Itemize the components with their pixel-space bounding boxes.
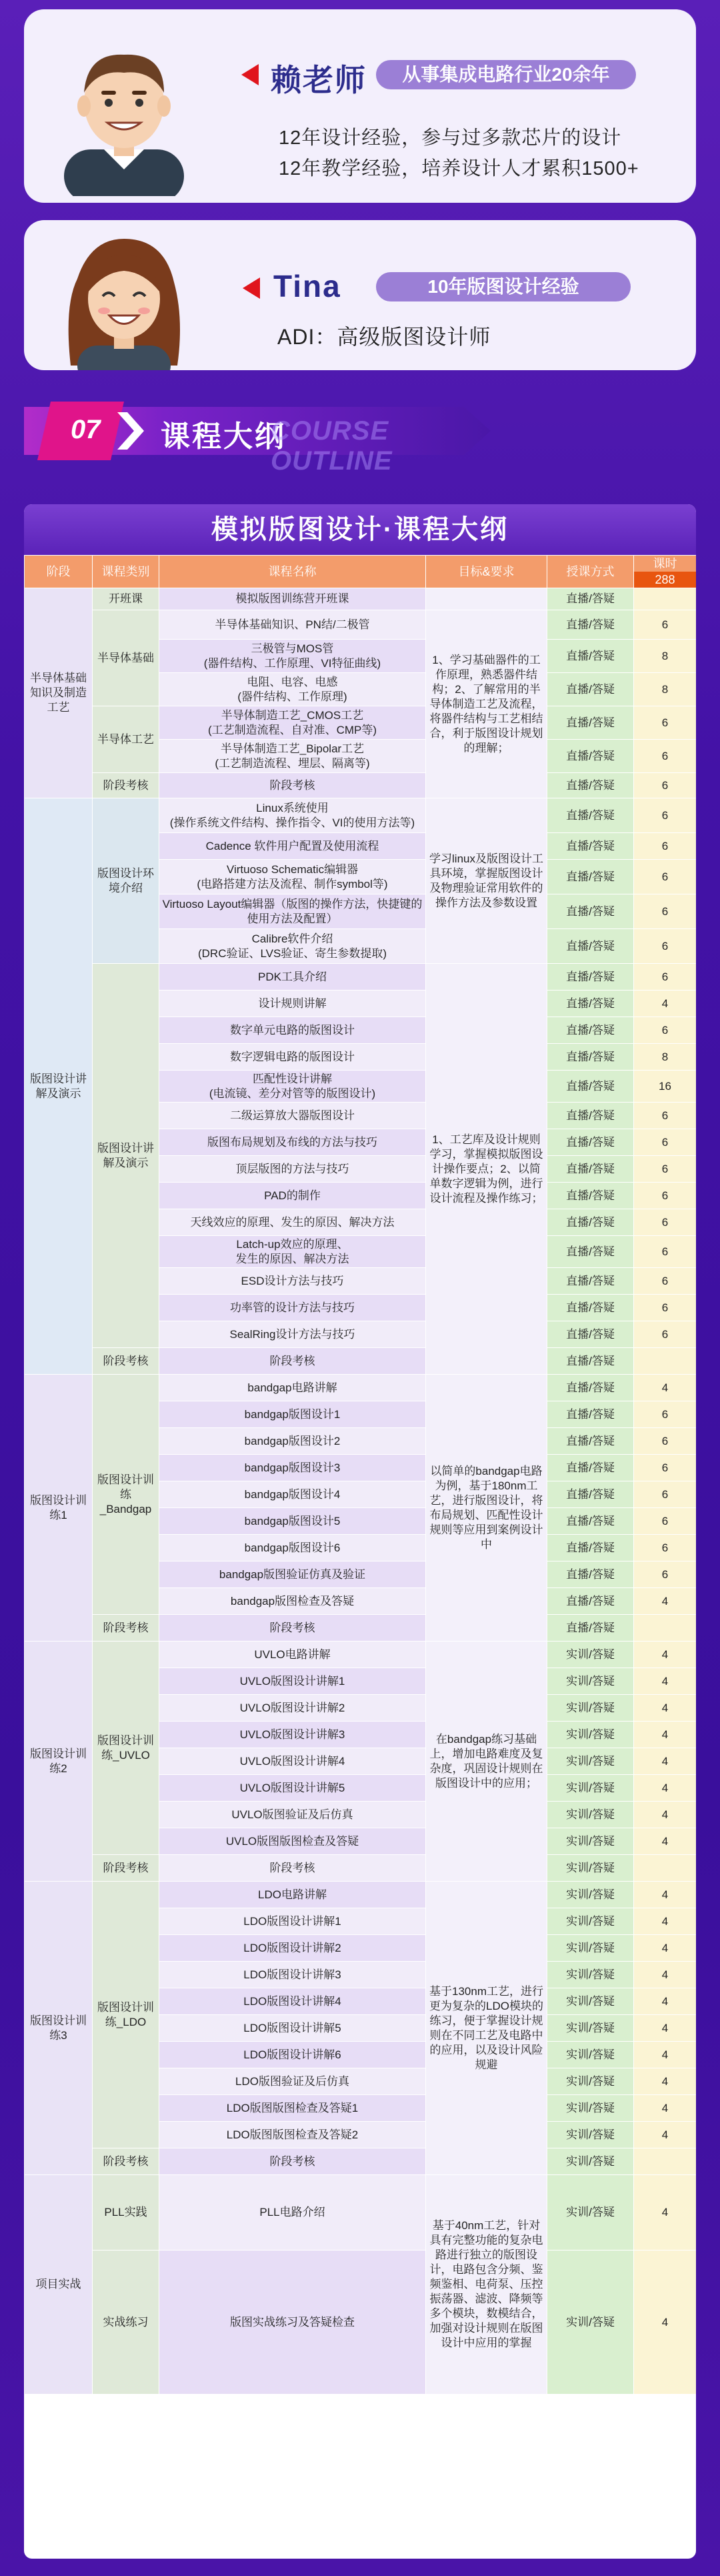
course-name-cell: 数字逻辑电路的版图设计 xyxy=(159,1044,426,1071)
hours-cell: 4 xyxy=(634,1695,697,1722)
hours-cell: 6 xyxy=(634,1129,697,1156)
course-name-cell: LDO版图设计讲解5 xyxy=(159,2015,426,2042)
method-cell: 直播/答疑 xyxy=(547,773,634,798)
course-name-cell: 阶段考核 xyxy=(159,1855,426,1882)
method-cell: 实训/答疑 xyxy=(547,1908,634,1935)
course-name-cell: Linux系统使用 (操作系统文件结构、操作指令、VI的使用方法等) xyxy=(159,798,426,833)
method-cell: 直播/答疑 xyxy=(547,673,634,706)
course-name-cell: LDO电路讲解 xyxy=(159,1882,426,1908)
category-cell: 版图设计讲解及演示 xyxy=(93,964,159,1348)
method-cell: 实训/答疑 xyxy=(547,1802,634,1828)
course-name-cell: UVLO版图设计讲解1 xyxy=(159,1668,426,1695)
hours-cell: 6 xyxy=(634,798,697,833)
hours-cell xyxy=(634,2148,697,2175)
category-cell: 阶段考核 xyxy=(93,773,159,798)
course-name-cell: LDO版图设计讲解6 xyxy=(159,2042,426,2068)
section-title: 课程大纲 xyxy=(161,420,286,453)
hours-cell: 6 xyxy=(634,740,697,773)
hours-cell: 4 xyxy=(634,2175,697,2250)
teacher-desc-1: 12年设计经验，参与过多款芯片的设计 xyxy=(279,127,622,149)
method-cell: 直播/答疑 xyxy=(547,833,634,860)
syllabus-grid xyxy=(24,555,696,2395)
section-subtitle: COURSE OUTLINE xyxy=(271,416,393,476)
method-cell: 直播/答疑 xyxy=(547,1375,634,1401)
category-cell: 版图设计训练_UVLO xyxy=(93,1642,159,1855)
hours-cell: 4 xyxy=(634,2042,697,2068)
hours-cell: 6 xyxy=(634,1183,697,1209)
section-number: 07 xyxy=(71,415,101,444)
method-cell: 实训/答疑 xyxy=(547,2015,634,2042)
teacher-tag: 从事集成电路行业20余年 xyxy=(376,60,636,89)
category-cell: 阶段考核 xyxy=(93,1615,159,1642)
teacher-desc-3: ADI：高级版图设计师 xyxy=(277,325,491,349)
hours-cell: 4 xyxy=(634,1775,697,1802)
header-method: 授课方式 xyxy=(547,556,634,588)
method-cell: 实训/答疑 xyxy=(547,1988,634,2015)
hours-cell: 6 xyxy=(634,773,697,798)
hours-cell: 4 xyxy=(634,1375,697,1401)
method-cell: 实训/答疑 xyxy=(547,1962,634,1988)
course-name-cell: 模拟版图训练营开班课 xyxy=(159,588,426,610)
table-row xyxy=(25,610,697,640)
method-cell: 实训/答疑 xyxy=(547,2068,634,2095)
hours-cell: 6 xyxy=(634,1401,697,1428)
method-cell: 直播/答疑 xyxy=(547,929,634,964)
hours-cell: 6 xyxy=(634,833,697,860)
teacher-card-1 xyxy=(24,9,696,203)
method-cell: 直播/答疑 xyxy=(547,1321,634,1348)
method-cell: 直播/答疑 xyxy=(547,610,634,640)
course-name-cell: UVLO版图设计讲解5 xyxy=(159,1775,426,1802)
table-row xyxy=(25,2250,697,2395)
method-cell: 直播/答疑 xyxy=(547,1044,634,1071)
table-row xyxy=(25,1615,697,1642)
stage-cell: 半导体基础知识及制造工艺 xyxy=(25,588,93,798)
course-name-cell: bandgap版图验证仿真及验证 xyxy=(159,1561,426,1588)
course-name-cell: PAD的制作 xyxy=(159,1183,426,1209)
course-name-cell: LDO版图验证及后仿真 xyxy=(159,2068,426,2095)
hours-cell: 4 xyxy=(634,2015,697,2042)
teacher-name-2: Tina xyxy=(273,269,341,303)
table-row xyxy=(25,1348,697,1375)
goal-cell: 基于130nm工艺，进行更为复杂的LDO模块的练习，便于掌握设计规则在不同工艺及电路中的应用，以及设计风险规避 xyxy=(426,1882,547,2175)
hours-cell: 6 xyxy=(634,1103,697,1129)
table-row xyxy=(25,798,697,833)
hours-cell: 6 xyxy=(634,1209,697,1236)
method-cell: 直播/答疑 xyxy=(547,1017,634,1044)
method-cell: 实训/答疑 xyxy=(547,2175,634,2250)
course-name-cell: Virtuoso Schematic编辑器 (电路搭建方法及流程、制作symbol等) xyxy=(159,860,426,894)
course-name-cell: UVLO版图版图检查及答疑 xyxy=(159,1828,426,1855)
syllabus-table xyxy=(24,504,696,2559)
hours-cell: 4 xyxy=(634,1668,697,1695)
hours-cell: 6 xyxy=(634,1017,697,1044)
goal-cell: 以简单的bandgap电路为例，基于180nm工艺，进行版图设计，将布局规划、匹配性设计规则等应用到案例设计中 xyxy=(426,1375,547,1642)
category-cell: 实战练习 xyxy=(93,2250,159,2395)
course-name-cell: UVLO电路讲解 xyxy=(159,1642,426,1668)
method-cell: 直播/答疑 xyxy=(547,1156,634,1183)
course-name-cell: 三极管与MOS管 (器件结构、工作原理、VI特征曲线) xyxy=(159,640,426,673)
course-name-cell: Calibre软件介绍 (DRC验证、LVS验证、寄生参数提取) xyxy=(159,929,426,964)
hours-cell xyxy=(634,588,697,610)
table-row xyxy=(25,1642,697,1668)
course-name-cell: LDO版图设计讲解4 xyxy=(159,1988,426,2015)
method-cell: 直播/答疑 xyxy=(547,1401,634,1428)
pointer-arrow-icon xyxy=(241,64,259,85)
category-cell: PLL实践 xyxy=(93,2175,159,2250)
hours-cell: 6 xyxy=(634,929,697,964)
method-cell: 直播/答疑 xyxy=(547,1428,634,1455)
category-cell: 版图设计训练_LDO xyxy=(93,1882,159,2148)
method-cell: 实训/答疑 xyxy=(547,1882,634,1908)
course-name-cell: Virtuoso Layout编辑器（版图的操作方法，快捷键的使用方法及配置） xyxy=(159,894,426,929)
course-name-cell: bandgap版图设计5 xyxy=(159,1508,426,1535)
hours-cell: 6 xyxy=(634,1561,697,1588)
category-cell: 阶段考核 xyxy=(93,1348,159,1375)
method-cell: 直播/答疑 xyxy=(547,640,634,673)
course-name-cell: UVLO版图验证及后仿真 xyxy=(159,1802,426,1828)
course-name-cell: bandgap版图设计1 xyxy=(159,1401,426,1428)
course-name-cell: PLL电路介绍 xyxy=(159,2175,426,2250)
table-row xyxy=(25,2148,697,2175)
course-name-cell: bandgap版图检查及答疑 xyxy=(159,1588,426,1615)
hours-cell: 4 xyxy=(634,2250,697,2395)
method-cell: 实训/答疑 xyxy=(547,2042,634,2068)
method-cell: 直播/答疑 xyxy=(547,1615,634,1642)
course-name-cell: 半导体制造工艺_CMOS工艺 (工艺制造流程、自对准、CMP等) xyxy=(159,706,426,740)
method-cell: 实训/答疑 xyxy=(547,1935,634,1962)
method-cell: 直播/答疑 xyxy=(547,964,634,991)
hours-cell: 6 xyxy=(634,1535,697,1561)
course-name-cell: 功率管的设计方法与技巧 xyxy=(159,1295,426,1321)
method-cell: 直播/答疑 xyxy=(547,1183,634,1209)
header-goal: 目标&要求 xyxy=(426,556,547,588)
hours-cell: 4 xyxy=(634,2122,697,2148)
hours-cell: 4 xyxy=(634,1988,697,2015)
method-cell: 直播/答疑 xyxy=(547,1268,634,1295)
goal-cell: 学习linux及版图设计工具环境，掌握版图设计及物理验证常用软件的操作方法及参数设置 xyxy=(426,798,547,964)
hours-cell: 8 xyxy=(634,1044,697,1071)
table-row xyxy=(25,2175,697,2250)
method-cell: 直播/答疑 xyxy=(547,1209,634,1236)
category-cell: 版图设计环境介绍 xyxy=(93,798,159,964)
method-cell: 直播/答疑 xyxy=(547,1348,634,1375)
course-name-cell: 二级运算放大器版图设计 xyxy=(159,1103,426,1129)
stage-cell: 版图设计训练1 xyxy=(25,1375,93,1642)
goal-cell xyxy=(426,588,547,610)
course-name-cell: LDO版图版图检查及答疑1 xyxy=(159,2095,426,2122)
method-cell: 实训/答疑 xyxy=(547,1695,634,1722)
pointer-arrow-icon-2 xyxy=(243,277,260,299)
hours-cell: 4 xyxy=(634,1642,697,1668)
method-cell: 实训/答疑 xyxy=(547,1855,634,1882)
hours-cell: 4 xyxy=(634,1962,697,1988)
course-name-cell: 阶段考核 xyxy=(159,1615,426,1642)
method-cell: 直播/答疑 xyxy=(547,860,634,894)
method-cell: 实训/答疑 xyxy=(547,1668,634,1695)
category-cell: 半导体基础 xyxy=(93,610,159,706)
method-cell: 直播/答疑 xyxy=(547,1071,634,1103)
header-category: 课程类别 xyxy=(93,556,159,588)
total-hours: 288 xyxy=(634,572,696,588)
course-name-cell: bandgap版图设计6 xyxy=(159,1535,426,1561)
method-cell: 实训/答疑 xyxy=(547,2122,634,2148)
course-name-cell: LDO版图设计讲解1 xyxy=(159,1908,426,1935)
hours-cell: 6 xyxy=(634,1508,697,1535)
method-cell: 直播/答疑 xyxy=(547,740,634,773)
header-hours xyxy=(634,556,697,588)
hours-cell: 6 xyxy=(634,706,697,740)
hours-cell: 6 xyxy=(634,964,697,991)
table-row xyxy=(25,706,697,740)
hours-cell xyxy=(634,1615,697,1642)
table-row xyxy=(25,1882,697,1908)
hours-cell: 4 xyxy=(634,1828,697,1855)
hours-cell: 4 xyxy=(634,1588,697,1615)
hours-cell xyxy=(634,1348,697,1375)
method-cell: 直播/答疑 xyxy=(547,1129,634,1156)
course-name-cell: 阶段考核 xyxy=(159,1348,426,1375)
course-name-cell: Cadence 软件用户配置及使用流程 xyxy=(159,833,426,860)
hours-cell: 6 xyxy=(634,1428,697,1455)
male-avatar-icon xyxy=(51,36,197,196)
hours-cell: 6 xyxy=(634,1236,697,1268)
method-cell: 实训/答疑 xyxy=(547,1828,634,1855)
category-cell: 开班课 xyxy=(93,588,159,610)
stage-cell: 版图设计训练2 xyxy=(25,1642,93,1882)
course-name-cell: 半导体基础知识、PN结/二极管 xyxy=(159,610,426,640)
header-stage: 阶段 xyxy=(25,556,93,588)
hours-cell: 6 xyxy=(634,1295,697,1321)
hours-cell: 6 xyxy=(634,1455,697,1481)
hours-cell: 6 xyxy=(634,894,697,929)
course-name-cell: LDO版图设计讲解3 xyxy=(159,1962,426,1988)
course-name-cell: 阶段考核 xyxy=(159,773,426,798)
teacher-desc-2: 12年教学经验，培养设计人才累积1500+ xyxy=(279,158,639,179)
course-name-cell: PDK工具介绍 xyxy=(159,964,426,991)
goal-cell: 基于40nm工艺，针对具有完整功能的复杂电路进行独立的版图设计，电路包含分频、鉴频鉴相、电荷泵、压控振荡器、滤波、降频等多个模块，数模结合，加强对设计规则在版图设计中应用的掌握 xyxy=(426,2175,547,2395)
course-name-cell: bandgap版图设计4 xyxy=(159,1481,426,1508)
method-cell: 实训/答疑 xyxy=(547,2250,634,2395)
course-name-cell: UVLO版图设计讲解3 xyxy=(159,1722,426,1748)
method-cell: 直播/答疑 xyxy=(547,1295,634,1321)
method-cell: 直播/答疑 xyxy=(547,1561,634,1588)
method-cell: 实训/答疑 xyxy=(547,1722,634,1748)
hours-cell: 4 xyxy=(634,1908,697,1935)
hours-cell: 16 xyxy=(634,1071,697,1103)
course-name-cell: UVLO版图设计讲解4 xyxy=(159,1748,426,1775)
method-cell: 实训/答疑 xyxy=(547,1642,634,1668)
method-cell: 直播/答疑 xyxy=(547,1508,634,1535)
table-row xyxy=(25,1375,697,1401)
method-cell: 实训/答疑 xyxy=(547,1748,634,1775)
course-name-cell: 阶段考核 xyxy=(159,2148,426,2175)
method-cell: 直播/答疑 xyxy=(547,1481,634,1508)
section-ribbon xyxy=(24,402,491,476)
category-cell: 阶段考核 xyxy=(93,1855,159,1882)
hours-cell: 4 xyxy=(634,1935,697,1962)
hours-cell: 4 xyxy=(634,1722,697,1748)
table-row xyxy=(25,1855,697,1882)
course-name-cell: UVLO版图设计讲解2 xyxy=(159,1695,426,1722)
table-row xyxy=(25,964,697,991)
header-course-name: 课程名称 xyxy=(159,556,426,588)
table-row xyxy=(25,773,697,798)
teacher-card-2 xyxy=(24,220,696,370)
stage-cell: 版图设计讲解及演示 xyxy=(25,798,93,1375)
category-cell: 阶段考核 xyxy=(93,2148,159,2175)
stage-cell: 版图设计训练3 xyxy=(25,1882,93,2175)
course-name-cell: 匹配性设计讲解 (电流镜、差分对管等的版图设计) xyxy=(159,1071,426,1103)
method-cell: 直播/答疑 xyxy=(547,991,634,1017)
hours-cell: 4 xyxy=(634,2095,697,2122)
course-name-cell: 天线效应的原理、发生的原因、解决方法 xyxy=(159,1209,426,1236)
hours-cell: 4 xyxy=(634,1802,697,1828)
goal-cell: 在bandgap练习基础上，增加电路难度及复杂度，巩固设计规则在版图设计中的应用； xyxy=(426,1642,547,1882)
teacher-name: 赖老师 xyxy=(271,63,367,97)
method-cell: 直播/答疑 xyxy=(547,894,634,929)
goal-cell: 1、学习基础器件的工作原理，熟悉器件结构；2、了解常用的半导体制造工艺及流程，将器件结构与工艺相结合，利于版图设计规划的理解； xyxy=(426,610,547,798)
method-cell: 直播/答疑 xyxy=(547,1455,634,1481)
method-cell: 直播/答疑 xyxy=(547,1588,634,1615)
course-name-cell: 电阻、电容、电感 (器件结构、工作原理) xyxy=(159,673,426,706)
course-name-cell: bandgap版图设计3 xyxy=(159,1455,426,1481)
hours-cell: 6 xyxy=(634,860,697,894)
hours-cell: 6 xyxy=(634,1156,697,1183)
stage-cell: 项目实战 xyxy=(25,2175,93,2395)
hours-cell: 8 xyxy=(634,673,697,706)
hours-cell: 6 xyxy=(634,1321,697,1348)
course-name-cell: LDO版图版图检查及答疑2 xyxy=(159,2122,426,2148)
course-name-cell: 版图布局规划及布线的方法与技巧 xyxy=(159,1129,426,1156)
course-name-cell: 数字单元电路的版图设计 xyxy=(159,1017,426,1044)
course-name-cell: 顶层版图的方法与技巧 xyxy=(159,1156,426,1183)
method-cell: 直播/答疑 xyxy=(547,1236,634,1268)
goal-cell: 1、工艺库及设计规则学习，掌握模拟版图设计操作要点；2、以简单数字逻辑为例，进行设计流程及操作练习； xyxy=(426,964,547,1375)
hours-cell xyxy=(634,1855,697,1882)
course-name-cell: bandgap电路讲解 xyxy=(159,1375,426,1401)
category-cell: 版图设计训练_Bandgap xyxy=(93,1375,159,1615)
category-cell: 半导体工艺 xyxy=(93,706,159,773)
hours-cell: 6 xyxy=(634,1268,697,1295)
hours-cell: 4 xyxy=(634,1748,697,1775)
hours-cell: 6 xyxy=(634,1481,697,1508)
course-name-cell: 设计规则讲解 xyxy=(159,991,426,1017)
method-cell: 直播/答疑 xyxy=(547,1103,634,1129)
hours-cell: 4 xyxy=(634,1882,697,1908)
course-name-cell: SealRing设计方法与技巧 xyxy=(159,1321,426,1348)
hours-cell: 6 xyxy=(634,610,697,640)
method-cell: 实训/答疑 xyxy=(547,2148,634,2175)
method-cell: 实训/答疑 xyxy=(547,2095,634,2122)
hours-cell: 4 xyxy=(634,2068,697,2095)
course-name-cell: bandgap版图设计2 xyxy=(159,1428,426,1455)
course-name-cell: 半导体制造工艺_Bipolar工艺 (工艺制造流程、埋层、隔离等) xyxy=(159,740,426,773)
course-name-cell: LDO版图设计讲解2 xyxy=(159,1935,426,1962)
table-row xyxy=(25,588,697,610)
hours-cell: 4 xyxy=(634,991,697,1017)
hours-cell: 8 xyxy=(634,640,697,673)
course-name-cell: 版图实战练习及答疑检查 xyxy=(159,2250,426,2395)
header-hours-label: 课时 xyxy=(653,557,677,570)
method-cell: 直播/答疑 xyxy=(547,706,634,740)
method-cell: 直播/答疑 xyxy=(547,798,634,833)
method-cell: 直播/答疑 xyxy=(547,1535,634,1561)
course-name-cell: Latch-up效应的原理、 发生的原因、解决方法 xyxy=(159,1236,426,1268)
course-name-cell: ESD设计方法与技巧 xyxy=(159,1268,426,1295)
method-cell: 直播/答疑 xyxy=(547,588,634,610)
table-title: 模拟版图设计·课程大纲 xyxy=(24,504,696,555)
female-avatar-icon xyxy=(51,225,197,370)
teacher-tag-2: 10年版图设计经验 xyxy=(376,272,631,301)
method-cell: 实训/答疑 xyxy=(547,1775,634,1802)
